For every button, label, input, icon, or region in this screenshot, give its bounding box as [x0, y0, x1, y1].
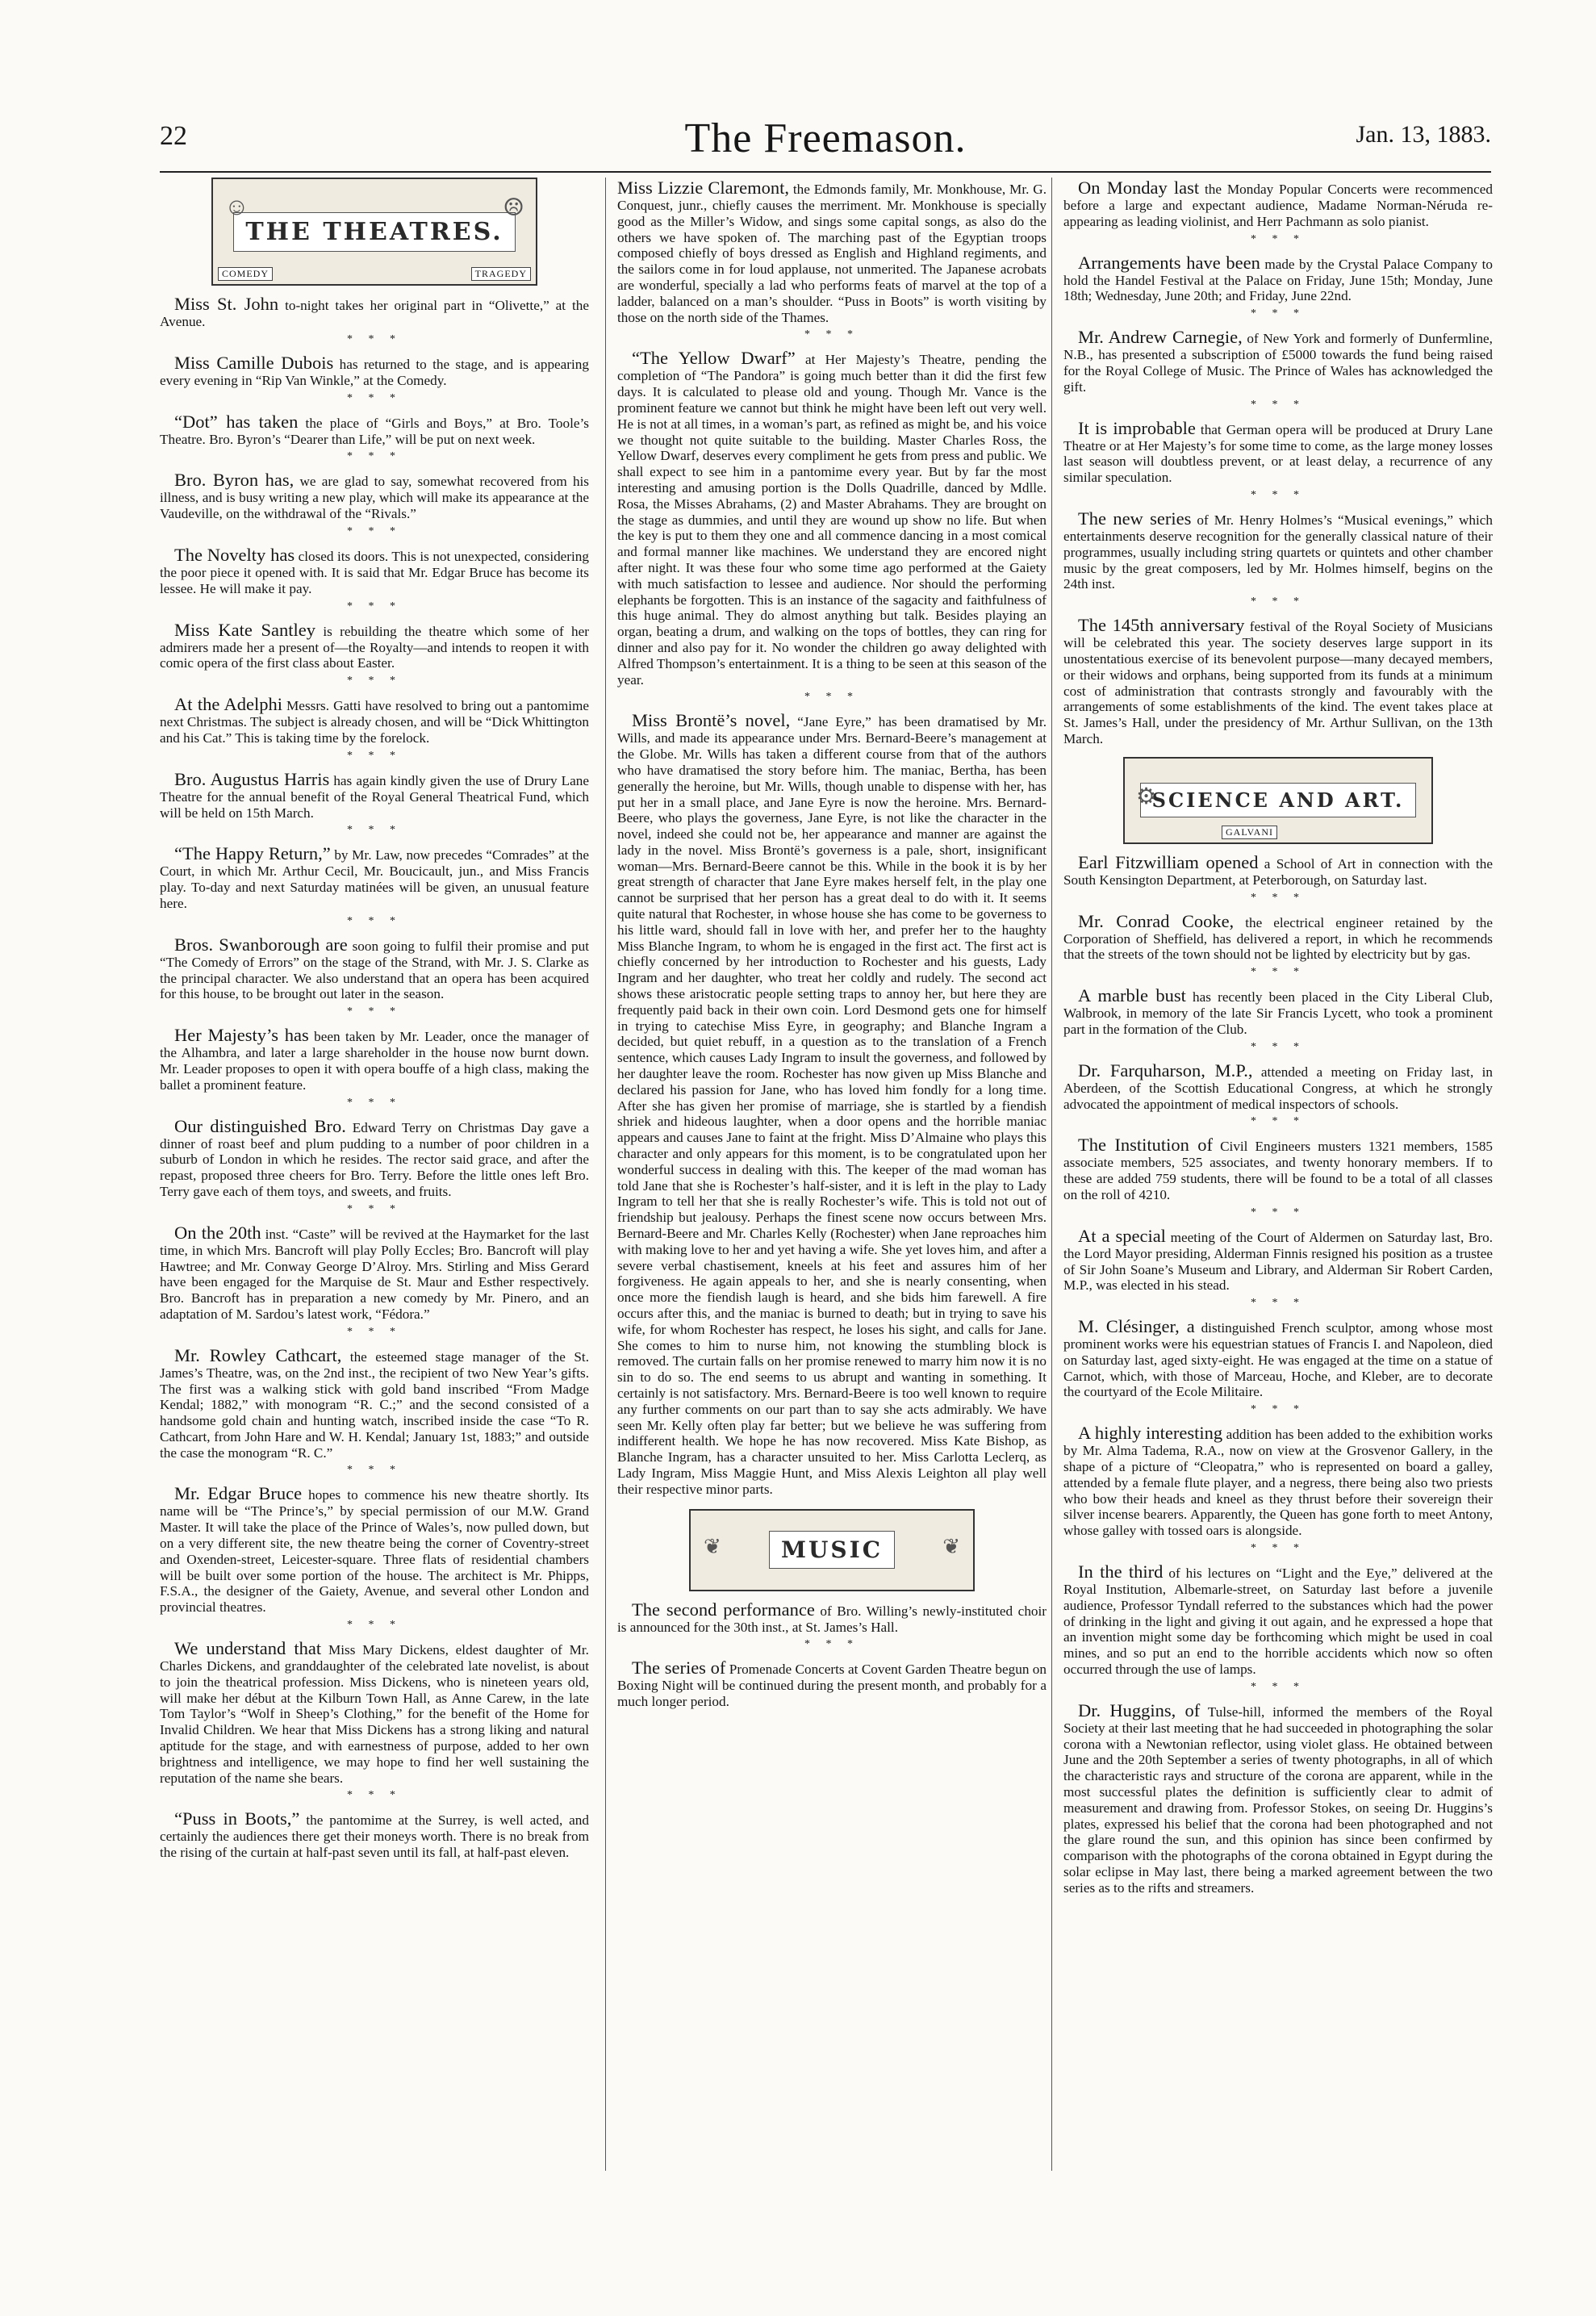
separator-asterisks: * * * — [804, 691, 859, 704]
separator-asterisks: * * * — [1251, 1542, 1306, 1555]
news-item: The series of Promenade Concerts at Covent Garden Theatre begun on Boxing Night will be continued during the present month, and probably for a much longer period. — [617, 1658, 1047, 1710]
lead-words: In the third — [1078, 1561, 1164, 1582]
article-paragraph: Miss Lizzie Claremont, the Edmonds family, Mr. Monkhouse, Mr. G. Conquest, junr., chiefly causes the merriment. Mr. Monkhouse is specially good as the Miller’s Widow, and sings some capital songs, as also do the others we have spoken of. The marching past of the Egyptian troops composed chiefly of boys dressed as English and Highland regiments, and the sailors come in for loud applause, not unmerited. The Japanese acrobats are wonderful, specially a lad who performs feats of marvel at the top of a ladder, balanced on a man’s shoulder. “Puss in Boots” is worth visiting by those on the north side of the Thames. — [617, 178, 1047, 325]
lead-words: Dr. Farquharson, M.P., — [1078, 1060, 1253, 1081]
news-item: On the 20th inst. “Caste” will be revived at the Haymarket for the last time, in which Mrs. Bancroft will play Polly Eccles; Bro. Bancroft will play Hawtree; and Mr. Conway George D’Alroy. Mrs. Stirling and Miss Gerard have been engaged for the Marquise de St. Maur and Esther respectively. Bro. Bancroft has in preparation a new comedy by Mr. Pinero, and an adaptation of M. Sardou’s latest work, “Fédora.” — [160, 1222, 589, 1322]
news-item: A marble bust has recently been placed in the City Liberal Club, Walbrook, in memory of the late Sir Francis Lycett, who took a prominent part in the formation of the Club. — [1063, 985, 1494, 1037]
separator-asterisks: * * * — [347, 675, 402, 688]
theatre-news — [160, 294, 589, 1861]
news-item: We understand that Miss Mary Dickens, eldest daughter of Mr. Charles Dickens, and granddaughter of the celebrated late novelist, is about to join the theatrical profession. Miss Dickens, who is nineteen years old, will make her début at the Kilburn Town Hall, as Anne Carew, in the late Tom Taylor’s “Wolf in Sheep’s Clothing,” for the benefit of the Home for Invalid Children. We hear that Miss Dickens has a strong liking and natural aptitude for the stage, and with earnestness of purpose, added to her own brightness and intelligence, we may hope to find her well sustaining the reputation of the name she bears. — [160, 1638, 589, 1786]
separator-asterisks: * * * — [1251, 966, 1306, 979]
news-item: Miss Camille Dubois has returned to the stage, and is appearing every evening in “Rip Van Winkle,” at the Comedy. — [160, 352, 589, 388]
lead-words: Arrangements have been — [1078, 252, 1260, 273]
news-item: At a special meeting of the Court of Aldermen on Saturday last, Bro. the Lord Mayor presiding, Alderman Finnis resigned his position as a trustee of Sir John Soane’s Museum and Library, and Alderman Sir Robert Carden, M.P., was elected in his stead. — [1063, 1225, 1493, 1294]
lead-words: The series of — [632, 1658, 726, 1678]
news-item: “The Yellow Dwarf” at Her Majesty’s Theatre, pending the completion of “The Pandora” is going much better than it did the first few days. It is calculated to please old and young. Though Mr. Vance is the prominent feature we cannot but think he might have been left out very well. He is not at all times, in a woman’s part, as refined as might be, and his voice we thought not quite suitable to the building. Master Charles Ross, the Yellow Dwarf, deserves every compliment he gets from press and public. We shall expect to see him in a pantomime every year. But by far the most interesting and amusing portion is the Dolls Quadrille, danced by Mdlle. Rosa, the Misses Abrahams, (2) and Master Abrahams. They are brought on the stage as dummies, and until they are wound up show no life. But when the key is put to them they one and all commence dancing in a most comical and formal manner like machines. We understand they are encored night after night. It was these four who some time ago performed at the Gaiety with much satisfaction to lessee and audience. Nor should the performing elephants be forgotten. This is an instance of the sagacity and faithfulness of this huge animal. They do almost anything but talk. Besides playing an organ, beating a drum, and walking on the tops of bottles, they can ring for dinner and also pay for it. No wonder the children go away delighted with Alfred Thompson’s entertainment. It is a thing to be seen at this season of the year. — [617, 348, 1047, 688]
lead-words: Bro. Augustus Harris — [174, 768, 330, 789]
lead-words: Miss Lizzie Claremont, — [617, 178, 789, 198]
separator-asterisks: * * * — [1251, 398, 1306, 411]
lead-words: A highly interesting — [1078, 1423, 1223, 1444]
separator-asterisks: * * * — [347, 332, 402, 345]
news-item: The second performance of Bro. Willing’s newly-instituted choir is announced for the 30th inst., at St. James’s Hall. — [617, 1599, 1047, 1635]
separator-asterisks: * * * — [347, 1789, 402, 1802]
lead-words: Miss St. John — [174, 294, 279, 314]
column-divider — [1051, 178, 1052, 2171]
separator-asterisks: * * * — [347, 525, 402, 537]
separator-asterisks: * * * — [1251, 488, 1306, 501]
lead-words: On Monday last — [1078, 178, 1200, 198]
mask-ornament-icon: ☺ — [224, 194, 249, 220]
column-1 — [160, 178, 589, 1861]
news-item: Mr. Conrad Cooke, the electrical engineer retained by the Corporation of Sheffield, has delivered a report, in which he recommends that the streets of the town should not be lighted by electricity but by gas. — [1063, 910, 1493, 963]
separator-asterisks: * * * — [347, 1464, 402, 1477]
galvani-tag: GALVANI — [1222, 826, 1277, 839]
separator-asterisks: * * * — [347, 1096, 402, 1109]
separator-asterisks: * * * — [347, 1005, 402, 1018]
news-item: Mr. Edgar Bruce hopes to commence his new theatre shortly. Its name will be “The Prince’s,” by special permission of our M.W. Grand Master. It will take the place of the Prince of Wales’s, now pulled down, but on a very different site, the new theatre being the corner of Coventry-street and Oxenden-street, Leicester-square. Three flats of residential chambers will be built over some portion of the house. The architect is Mr. Phipps, F.S.A., the designer of the Gaiety, Avenue, and several other London and provincial theatres. — [160, 1483, 589, 1616]
separator-asterisks: * * * — [1251, 596, 1306, 608]
science-art-banner — [1123, 757, 1433, 844]
news-item: The 145th anniversary festival of the Royal Society of Musicians will be celebrated this year. The society deserves large support in its unostentatious exercise of its benevolent purpose—many decayed members, or their widows and orphans, being supported from its funds at a minimum cost of administration that contrasts strongly and favourably with the arrangements of some establishments of the kind. The event takes place at St. James’s Hall, under the presidency of Mr. Arthur Sullivan, on the 13th March. — [1063, 615, 1493, 746]
separator-asterisks: * * * — [1251, 232, 1306, 245]
lead-words: Miss Kate Santley — [174, 619, 316, 640]
news-item: Our distinguished Bro. Edward Terry on Christmas Day gave a dinner of roast beef and plum pudding to a number of poor children in a suburb of London in which he resides. The rector said grace, and after the repast, proposed three cheers for Bro. Terry. Before the little ones left Bro. Terry gave each of them toys, and sweets, and fruits. — [160, 1115, 590, 1199]
news-item: A highly interesting addition has been added to the exhibition works by Mr. Alma Tadema, R.A., now on view at the Grosvenor Gallery, in the shape of a picture of “Cleopatra,” who is represented on board a galley, attended by a female flute player, and a negress, there being also two priests who bow their heads and kneel as they thrust before their sovereign their silver incense bearers. Apparently, the Queen has gone forth to meet Antony, whose galley with tossed oars is alongside. — [1063, 1423, 1493, 1539]
music-banner-title: MUSIC — [769, 1531, 895, 1569]
lead-words: Mr. Rowley Cathcart, — [174, 1344, 342, 1365]
lead-words: “Puss in Boots,” — [174, 1808, 300, 1829]
lead-words: At a special — [1078, 1225, 1166, 1246]
lead-words: The new series — [1078, 508, 1192, 529]
separator-asterisks: * * * — [1251, 1297, 1306, 1310]
separator-asterisks: * * * — [804, 328, 859, 341]
lead-words: M. Clésinger, a — [1078, 1316, 1195, 1337]
lead-words: Mr. Edgar Bruce — [174, 1483, 303, 1504]
news-item: Bro. Augustus Harris has again kindly given the use of Drury Lane Theatre for the annual benefit of the Royal General Theatrical Fund, which will be held on 15th March. — [160, 768, 589, 821]
issue-date: Jan. 13, 1883. — [1356, 121, 1491, 148]
news-item: Miss St. John to-night takes her original part in “Olivette,” at the Avenue. — [160, 294, 589, 329]
tragedy-tag: TRAGEDY — [471, 267, 531, 281]
separator-asterisks: * * * — [1251, 1403, 1306, 1416]
separator-asterisks: * * * — [347, 824, 402, 837]
lead-words: A marble bust — [1078, 985, 1186, 1006]
separator-asterisks: * * * — [347, 1325, 402, 1338]
news-item: Bro. Byron has, we are glad to say, somewhat recovered from his illness, and is busy writing a new play, which will make its appearance at the Vaudeville, on the withdrawal of the “Rivals.” — [160, 470, 589, 522]
news-item: At the Adelphi Messrs. Gatti have resolved to bring out a pantomime next Christmas. The subject is already chosen, and will be “Dick Whittington and his Cat.” This is taking time by the forelock. — [160, 694, 589, 746]
lead-words: “The Happy Return,” — [174, 843, 331, 864]
separator-asterisks: * * * — [347, 450, 402, 463]
news-item: Arrangements have been made by the Crystal Palace Company to hold the Handel Festival at the Palace on Friday, June 15th; Monday, June 18th; Wednesday, June 20th; and Friday, June 22nd. — [1063, 252, 1493, 304]
lead-words: Our distinguished Bro. — [174, 1115, 346, 1136]
news-item: Bros. Swanborough are soon going to fulfil their promise and put “The Comedy of Errors” on the stage of the Strand, with Mr. J. S. Clarke as the principal character. We also understand that an opera has been acquired for this house, to be brought out later in the season. — [160, 934, 589, 1002]
news-item: The new series of Mr. Henry Holmes’s “Musical evenings,” which entertainments deserve recognition for the generally classical nature of their programmes, usually including string quartets or quintets and other chamber music by the great composers, led by Mr. Holmes himself, begins on the 24th inst. — [1063, 508, 1493, 592]
lead-words: Miss Camille Dubois — [174, 352, 334, 373]
theatres-banner-title: THE THEATRES. — [233, 212, 515, 252]
separator-asterisks: * * * — [1251, 1680, 1306, 1693]
news-item: Miss Brontë’s novel, “Jane Eyre,” has been dramatised by Mr. Wills, and made its appearance under Mrs. Bernard-Beere’s management at the Globe. Mr. Wills has taken a different course from that of the authors who have dramatised the story before him. The maniac, Bertha, has been generally the heroine, but Mr. Wills, though unable to dispense with her, has put her in a small place, and Jane Eyre is now the heroine. Mrs. Bernard-Beere, who plays the governess, Jane Eyre, is not like the character in the novel, indeed she could not be, her appearance and manner are against the lady in the novel. Miss Brontë’s governess is a pale, short, insignificant woman—Mrs. Bernard-Beere cannot be this. While in the book it is by her great strength of character that Jane Eyre makes herself felt, in the play one cannot be surprised that her person has a great deal to do with it. It seems quite natural that Rochester, in whose house she has come to be governess to his little ward, should fall in love with her, and prefer her to the haughty Miss Blanche Ingram, to whom he is engaged in the first act. The first act is chiefly concerned by her introduction to Rochester and his guests, Lady Ingram and her daughter, who treat her coldly and rudely. The second act shows these aristocratic people setting traps to annoy her, but here they are frequently paid back in their own coin. Lord Desmond gets one for himself in trying to catechise Miss Eyre, in geography; and Blanche Ingram a decided, but quiet rebuff, in a question as to the translation of a French sentence, which causes Lady Ingram to insult the governess, and followed by her daughter leave the room. Rochester has now given up Miss Blanche and declared his passion for Jane, who has loved him fondly for a long time. After she has given her promise of marriage, she is startled by a fiendish shriek and hideous laughter, when a door opens and the horrible maniac appears and causes Jane to faint at the fright. Miss D’Almaine who plays this character and only appears for this moment, is to be congratulated upon her wonderful success in dealing with this. The keeper of the mad woman has told Jane that she is Rochester’s half-sister, and it is left in the play to Lady Ingram to tell her that she is really Rochester’s wife. This is told not out of friendship but jealousy. Perhaps the finest scene now occurs between Mrs. Bernard-Beere and Mr. Charles Kelly (Rochester) when Jane reproaches him with making love to her and yet having a wife. She yet loves him, and after a severe verbal chastisement, kneels at his feet and assures him of her forgiveness. He again appeals to her, and she is nearly consenting, when once more the fiendish laugh is heard, and she bids him farewell. A fire occurs after this, and the maniac is burned to death; but in trying to save his wife, for whom Rochester has respect, he loses his sight, and calls for Jane. She comes to him to nurse him, not knowing the stumbling block is removed. The curtain falls on her promise renewed to marry him now it is no sin to do so. The end seems to us abrupt and wanting in something. It certainly is not satisfactory. Mrs. Bernard-Beere is too well known to require any further comments on our part than to say she acts admirably. We have seen Mr. Kelly often play far better; but we believe he was suffering from indifferent health. We hope he has now recovered. Miss Kate Bishop, as Blanche Ingram, has a character unsuited to her. Miss Carlotta Leclerq, as Lady Ingram, Miss Maggie Hunt, and Miss Alexis Leighton all play well their respective minor parts. — [617, 710, 1047, 1497]
news-item: Mr. Rowley Cathcart, the esteemed stage manager of the St. James’s Theatre, was, on the 2nd inst., the recipient of two New Year’s gifts. The first was a walking stick with gold band inscribed “From Madge Kendal; 1882,” with monogram “R. C.;” and the second consisted of a handsome gold chain and hunting watch, inscribed inside the case “To R. Cathcart, from John Hare and W. H. Kendal; January 1st, 1883;” and outside the case the monogram “R. C.” — [160, 1344, 589, 1461]
news-item: The Novelty has closed its doors. This is not unexpected, considering the poor piece it opened with. It is said that Mr. Edgar Bruce has become its lessee. He will make it pay. — [160, 544, 589, 596]
lead-words: It is improbable — [1078, 417, 1196, 438]
column-divider — [605, 178, 606, 2171]
science-banner-title: SCIENCE AND ART. — [1140, 783, 1417, 817]
separator-asterisks: * * * — [1251, 307, 1306, 320]
separator-asterisks: * * * — [1251, 1115, 1306, 1128]
masthead-rule — [160, 171, 1491, 173]
page-number: 22 — [160, 121, 187, 151]
music-news — [617, 1599, 1047, 1710]
lead-words: Earl Fitzwilliam opened — [1078, 851, 1259, 872]
separator-asterisks: * * * — [1251, 891, 1306, 904]
news-item: Dr. Farquharson, M.P., attended a meeting on Friday last, in Aberdeen, of the Scottish Educational Congress, at which he strongly advocated the appointment of medical inspectors of schools. — [1063, 1060, 1493, 1112]
separator-asterisks: * * * — [347, 1619, 402, 1632]
news-item: Mr. Andrew Carnegie, of New York and formerly of Dunfermline, N.B., has presented a subscription of £5000 towards the fund being raised for the Royal College of Music. The Prince of Wales has acknowledged the gift. — [1063, 327, 1493, 395]
lead-words: The 145th anniversary — [1078, 615, 1245, 636]
leaf-ornament-icon: ❦ — [704, 1534, 721, 1558]
lead-words: Mr. Conrad Cooke, — [1078, 910, 1235, 931]
lead-words: Bros. Swanborough are — [174, 934, 348, 955]
leaf-ornament-icon: ❦ — [942, 1534, 960, 1558]
lead-words: Dr. Huggins, of — [1078, 1699, 1201, 1720]
separator-asterisks: * * * — [347, 914, 402, 927]
news-item: “Dot” has taken the place of “Girls and Boys,” at Bro. Toole’s Theatre. Bro. Byron’s “Dearer than Life,” will be put on next week. — [160, 411, 589, 447]
news-item: It is improbable that German opera will be produced at Drury Lane Theatre or at Her Majesty’s for some time to come, as the large money losses last season will doubtless prevent, or at least delay, a recurrence of any similar speculation. — [1063, 417, 1493, 486]
separator-asterisks: * * * — [347, 1202, 402, 1215]
column-3 — [1063, 178, 1493, 1896]
instrument-ornament-icon: ⚙ — [1136, 784, 1157, 809]
lead-words: The second performance — [632, 1599, 815, 1620]
lead-words: “The Yellow Dwarf” — [632, 348, 796, 369]
news-item: “Puss in Boots,” the pantomime at the Surrey, is well acted, and certainly the audiences there get their moneys worth. There is no break from the rising of the curtain at half-past seven until its fall, at half-past eleven. — [160, 1808, 589, 1861]
theatre-news-continued — [617, 328, 1047, 1497]
lead-words: “Dot” has taken — [174, 411, 299, 432]
news-item: Her Majesty’s has been taken by Mr. Leader, once the manager of the Alhambra, and later a large shareholder in the house now burnt down. Mr. Leader proposes to open it with opera bouffe of a high class, making the ballet a prominent feature. — [160, 1025, 589, 1093]
separator-asterisks: * * * — [347, 391, 402, 404]
news-item: Earl Fitzwilliam opened a School of Art in connection with the South Kensington Department, at Peterborough, on Saturday last. — [1063, 851, 1493, 888]
theatres-banner — [211, 178, 537, 286]
lead-words: Miss Brontë’s novel, — [632, 710, 791, 731]
news-item: Dr. Huggins, of Tulse-hill, informed the members of the Royal Society at their last meeting that he had succeeded in photographing the solar corona with a Newtonian reflector, using violet glass. He obtained between June and the 20th September a series of twenty photographs, in all of which the characteristic rays and structure of the corona are apparent, while in the most successful plates the definition is sufficiently clear to admit of measurement and drawing from. Professor Stokes, on seeing Dr. Huggins’s plates, expressed his belief that the corona had been photographed and not the glare round the sun, and this opinion has since been confirmed by comparison with the photographs of the corona obtained in Egypt during the solar eclipse in May last, there being a marked agreement between the two series as to the rifts and streamers. — [1063, 1699, 1493, 1896]
lead-words: At the Adelphi — [174, 694, 282, 715]
masthead — [160, 115, 1491, 165]
separator-asterisks: * * * — [1251, 1206, 1306, 1219]
lead-words: Her Majesty’s has — [174, 1025, 309, 1046]
science-art-news — [1063, 852, 1493, 1896]
separator-asterisks: * * * — [1251, 1040, 1306, 1053]
separator-asterisks: * * * — [804, 1638, 859, 1651]
news-item: On Monday last the Monday Popular Concerts were recommenced before a large and expectant audience, Madame Norman-Néruda re-appearing as leading violinist, and Herr Pachmann as solo pianist. — [1063, 178, 1493, 229]
separator-asterisks: * * * — [347, 749, 402, 762]
news-item: “The Happy Return,” by Mr. Law, now precedes “Comrades” at the Court, in which Mr. Arthur Cecil, Mr. Boucicault, jun., and Miss Francis play. To-day and next Saturday matinées will be given, an unusual feature here. — [160, 843, 589, 911]
lead-words: Bro. Byron has, — [174, 470, 295, 491]
column-2 — [617, 178, 1047, 1710]
newspaper-title: The Freemason. — [684, 115, 967, 161]
news-item: The Institution of Civil Engineers musters 1321 members, 1585 associate members, 525 associates, and twenty honorary members. If to these are added 759 students, there will be found to be a total of all classes on the roll of 4210. — [1063, 1135, 1494, 1202]
lead-words: On the 20th — [174, 1222, 261, 1243]
lead-words: We understand that — [174, 1638, 322, 1659]
music-banner — [689, 1509, 975, 1591]
news-item: In the third of his lectures on “Light and the Eye,” delivered at the Royal Institution, Albemarle-street, on Saturday last before a juvenile audience, Professor Tyndall referred to the substances which had the power of drinking in the light and giving it out again, and he expressed a hope that an invention might some day be forthcoming which might be used in coal mines, and so put an end to the horrible accidents which now so often occurred through the use of lamps. — [1063, 1561, 1493, 1678]
lead-words: The Novelty has — [174, 544, 295, 565]
mask-ornament-icon: ☹ — [503, 194, 524, 221]
separator-asterisks: * * * — [347, 600, 402, 612]
lead-words: The Institution of — [1078, 1135, 1214, 1156]
news-item: Miss Kate Santley is rebuilding the theatre which some of her admirers made her a present of—the Royalty—and intends to reopen it with comic opera of the first class about Easter. — [160, 619, 589, 671]
news-item: M. Clésinger, a distinguished French sculptor, among whose most prominent works were his equestrian statues of Francis I. and Napoleon, died on Saturday last, aged sixty-eight. He was engaged at the time on a statue of Carnot, which, with those of Marceau, Hoche, and Kleber, are to decorate the courtyard of the Ecole Militaire. — [1063, 1316, 1493, 1400]
music-news-continued — [1063, 178, 1493, 747]
lead-words: Mr. Andrew Carnegie, — [1078, 327, 1243, 348]
comedy-tag: COMEDY — [218, 267, 273, 281]
